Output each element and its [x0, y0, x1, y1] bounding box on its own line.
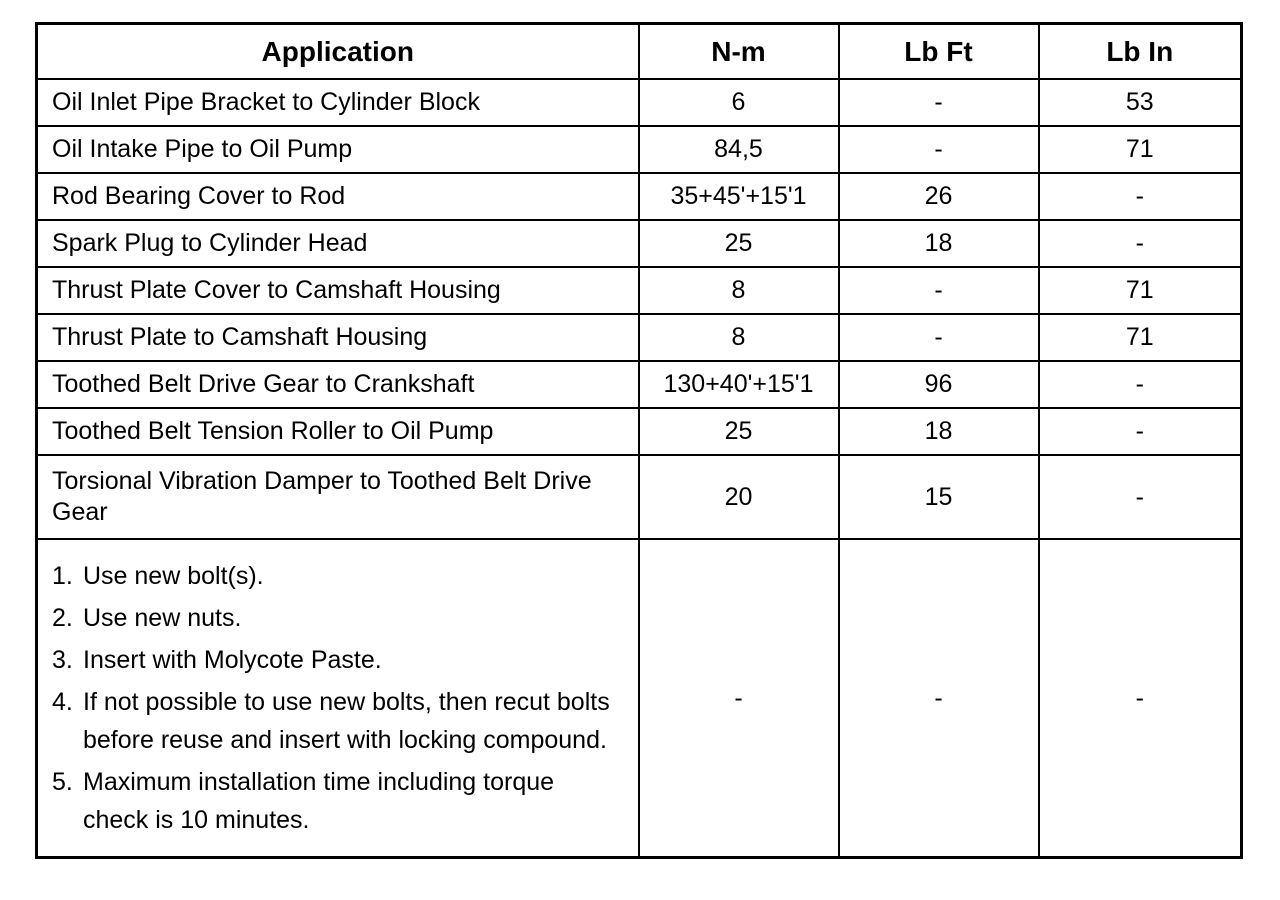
- note-number: 2.: [52, 604, 73, 632]
- cell-lb-in: 53: [1039, 79, 1242, 126]
- notes-row: [37, 539, 1242, 858]
- table-row: [37, 220, 1242, 267]
- cell-lb-in: 71: [1039, 126, 1242, 173]
- cell-lb-in: 71: [1039, 267, 1242, 314]
- notes-cell: [37, 539, 639, 858]
- cell-nm: 8: [639, 267, 839, 314]
- cell-nm: 8: [639, 314, 839, 361]
- cell-lb-ft: 18: [839, 220, 1039, 267]
- cell-nm: 35+45'+15'1: [639, 173, 839, 220]
- cell-nm: 25: [639, 408, 839, 455]
- header-lb-in: Lb In: [1039, 24, 1242, 80]
- cell-lb-ft: -: [839, 314, 1039, 361]
- cell-lb-in: -: [1039, 539, 1242, 858]
- cell-application: Toothed Belt Drive Gear to Crankshaft: [37, 361, 639, 408]
- note-item: [52, 599, 638, 637]
- cell-application: Thrust Plate to Camshaft Housing: [37, 314, 639, 361]
- cell-application: Oil Intake Pipe to Oil Pump: [37, 126, 639, 173]
- cell-application: Oil Inlet Pipe Bracket to Cylinder Block: [37, 79, 639, 126]
- header-lb-ft: Lb Ft: [839, 24, 1039, 80]
- cell-lb-ft: -: [839, 79, 1039, 126]
- notes-list: [52, 557, 638, 839]
- note-number: 1.: [52, 562, 73, 590]
- note-text: Use new nuts.: [83, 604, 242, 632]
- cell-lb-ft: 15: [839, 455, 1039, 539]
- note-text: Insert with Molycote Paste.: [83, 646, 382, 674]
- note-number: 3.: [52, 646, 73, 674]
- table-row: [37, 267, 1242, 314]
- cell-lb-in: -: [1039, 173, 1242, 220]
- cell-nm: -: [639, 539, 839, 858]
- cell-nm: 84,5: [639, 126, 839, 173]
- cell-lb-ft: -: [839, 539, 1039, 858]
- cell-lb-ft: -: [839, 267, 1039, 314]
- cell-lb-in: -: [1039, 455, 1242, 539]
- header-row: [37, 24, 1242, 80]
- cell-lb-in: -: [1039, 361, 1242, 408]
- cell-application: Torsional Vibration Damper to Toothed Belt Drive Gear: [37, 455, 639, 539]
- cell-application: Rod Bearing Cover to Rod: [37, 173, 639, 220]
- note-number: 4.: [52, 688, 73, 716]
- cell-nm: 20: [639, 455, 839, 539]
- table-row: [37, 79, 1242, 126]
- cell-lb-ft: 96: [839, 361, 1039, 408]
- table-row: [37, 361, 1242, 408]
- table-row: [37, 126, 1242, 173]
- cell-nm: 25: [639, 220, 839, 267]
- cell-application: Toothed Belt Tension Roller to Oil Pump: [37, 408, 639, 455]
- cell-nm: 130+40'+15'1: [639, 361, 839, 408]
- cell-lb-ft: 18: [839, 408, 1039, 455]
- note-text: Maximum installation time including torque check is 10 minutes.: [83, 768, 555, 834]
- note-item: [52, 763, 638, 839]
- table-row: [37, 455, 1242, 539]
- cell-nm: 6: [639, 79, 839, 126]
- note-item: [52, 683, 638, 759]
- note-text: Use new bolt(s).: [83, 562, 264, 590]
- cell-application: Thrust Plate Cover to Camshaft Housing: [37, 267, 639, 314]
- cell-application: Spark Plug to Cylinder Head: [37, 220, 639, 267]
- note-item: [52, 557, 638, 595]
- note-item: [52, 641, 638, 679]
- cell-lb-ft: -: [839, 126, 1039, 173]
- header-application: Application: [37, 24, 639, 80]
- table-row: [37, 173, 1242, 220]
- table-row: [37, 314, 1242, 361]
- header-nm: N-m: [639, 24, 839, 80]
- cell-lb-in: -: [1039, 408, 1242, 455]
- cell-lb-in: -: [1039, 220, 1242, 267]
- cell-lb-in: 71: [1039, 314, 1242, 361]
- cell-lb-ft: 26: [839, 173, 1039, 220]
- torque-specifications-table: [35, 22, 1243, 859]
- table-row: [37, 408, 1242, 455]
- note-text: If not possible to use new bolts, then recut bolts before reuse and insert with locking compound.: [83, 688, 610, 754]
- note-number: 5.: [52, 768, 73, 796]
